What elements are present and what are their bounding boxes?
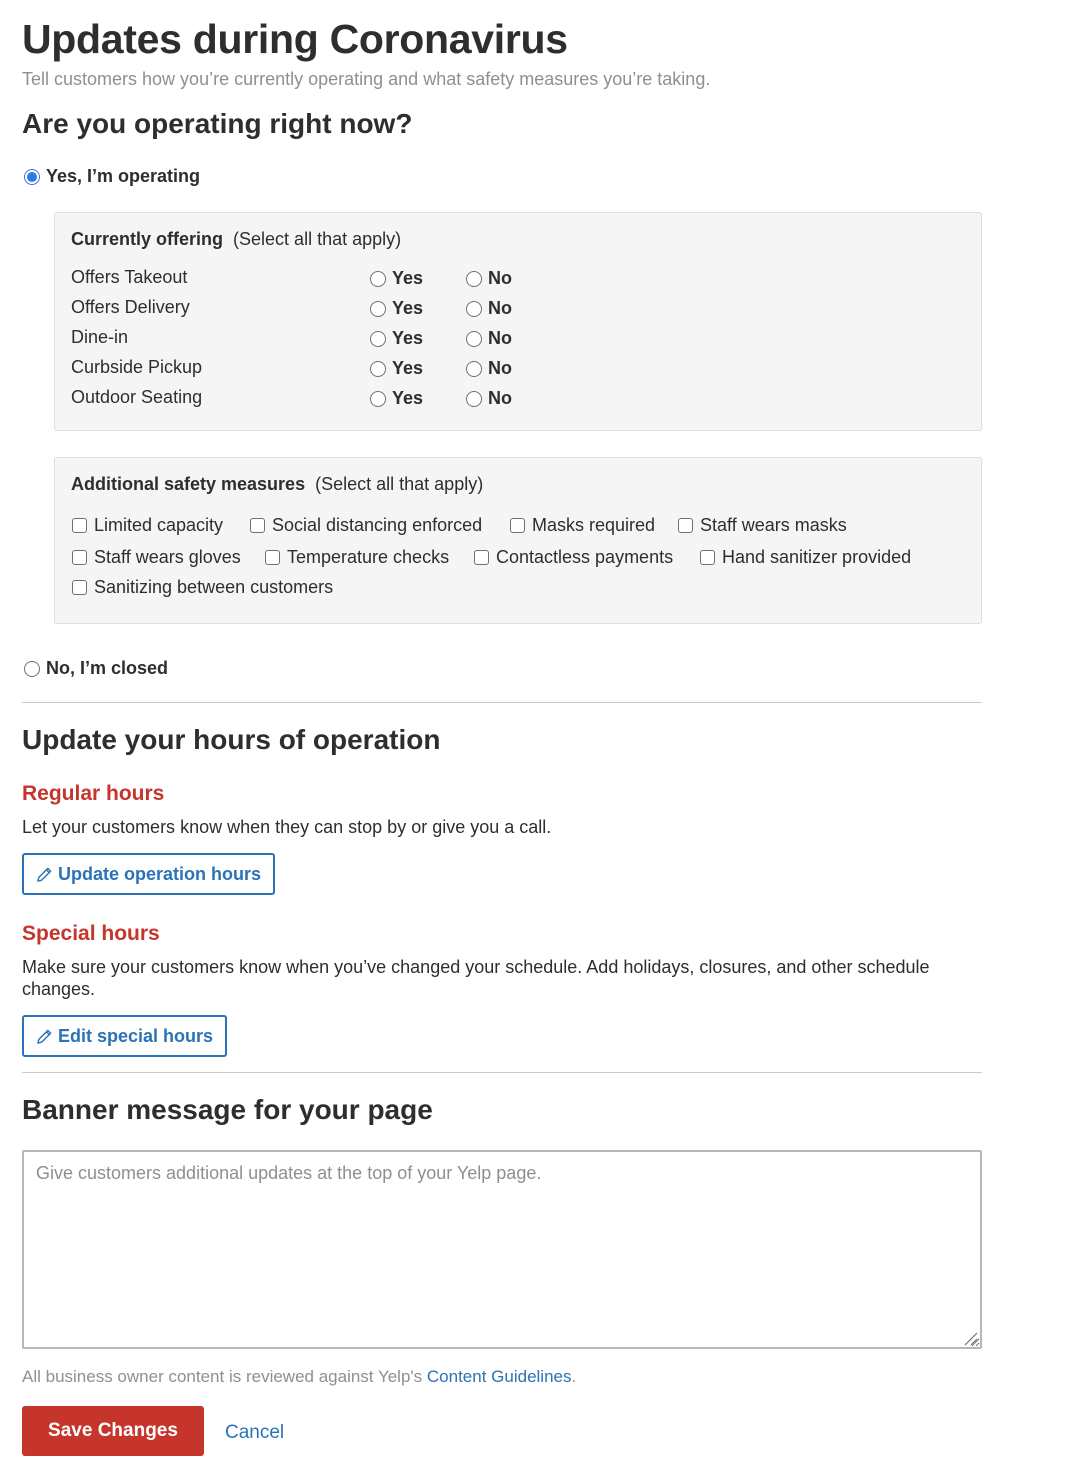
section-divider: [22, 1072, 982, 1073]
safety-hand-sanitizer-label: Hand sanitizer provided: [722, 547, 912, 567]
safety-temperature-checks[interactable]: [265, 547, 449, 568]
offer-takeout-yes-radio[interactable]: [370, 271, 386, 287]
offer-curbside-no-label: No: [488, 358, 512, 378]
offer-takeout-label: Offers Takeout: [71, 267, 188, 287]
content-guidelines-period: .: [571, 1367, 577, 1386]
safety-temperature-checks-label: Temperature checks: [287, 547, 450, 567]
operating-no-option[interactable]: [24, 658, 168, 679]
safety-temperature-checks-checkbox[interactable]: [265, 550, 280, 565]
content-guidelines-text: All business owner content is reviewed against Yelp's: [22, 1367, 423, 1386]
offer-dine-in-label: Dine-in: [71, 327, 129, 347]
safety-staff-masks-label: Staff wears masks: [700, 515, 847, 535]
safety-measures-panel: [54, 457, 982, 624]
operating-yes-label: Yes, I’m operating: [46, 166, 201, 186]
safety-social-distancing-checkbox[interactable]: [250, 518, 265, 533]
offer-outdoor-yes[interactable]: [370, 388, 423, 409]
safety-limited-capacity[interactable]: [72, 515, 223, 536]
offer-dine-in-no-label: No: [488, 328, 512, 348]
special-hours-description-line2: changes.: [22, 979, 96, 999]
pencil-icon: [36, 1028, 53, 1045]
offer-outdoor-no-label: No: [488, 388, 512, 408]
safety-sanitizing-checkbox[interactable]: [72, 580, 87, 595]
safety-staff-gloves-checkbox[interactable]: [72, 550, 87, 565]
safety-limited-capacity-checkbox[interactable]: [72, 518, 87, 533]
offer-takeout-yes-label: Yes: [392, 268, 424, 288]
offer-takeout-no-label: No: [488, 268, 512, 288]
offer-curbside-label: Curbside Pickup: [71, 357, 203, 377]
offer-delivery-no[interactable]: [466, 298, 512, 319]
section-divider: [22, 702, 982, 703]
operating-yes-option[interactable]: [24, 166, 200, 187]
safety-sanitizing[interactable]: [72, 577, 333, 598]
pencil-icon: [36, 866, 53, 883]
safety-staff-masks[interactable]: [678, 515, 847, 536]
safety-masks-required-checkbox[interactable]: [510, 518, 525, 533]
regular-hours-title: Regular hours: [22, 782, 165, 805]
safety-staff-gloves[interactable]: [72, 547, 241, 568]
offer-delivery-yes-label: Yes: [392, 298, 424, 318]
offer-outdoor-no-radio[interactable]: [466, 391, 482, 407]
hours-heading: Update your hours of operation: [22, 724, 441, 755]
offer-outdoor-label: Outdoor Seating: [71, 387, 203, 407]
offer-outdoor-no[interactable]: [466, 388, 512, 409]
offer-delivery-yes[interactable]: [370, 298, 423, 319]
currently-offering-panel: [54, 212, 982, 431]
safety-social-distancing[interactable]: [250, 515, 482, 536]
safety-masks-required[interactable]: [510, 515, 655, 536]
currently-offering-hint: (Select all that apply): [233, 229, 402, 249]
safety-measures-header: [71, 474, 483, 495]
edit-special-hours-button[interactable]: [22, 1015, 227, 1057]
regular-hours-description: Let your customers know when they can stop by or give you a call.: [22, 817, 552, 837]
update-operation-hours-button[interactable]: [22, 853, 275, 895]
content-guidelines-link[interactable]: Content Guidelines: [426, 1367, 572, 1386]
offer-delivery-yes-radio[interactable]: [370, 301, 386, 317]
safety-social-distancing-label: Social distancing enforced: [272, 515, 483, 535]
offer-outdoor-yes-radio[interactable]: [370, 391, 386, 407]
safety-masks-required-label: Masks required: [532, 515, 656, 535]
offer-dine-in-no-radio[interactable]: [466, 331, 482, 347]
edit-special-hours-label: Edit special hours: [58, 1025, 214, 1046]
offer-curbside-yes[interactable]: [370, 358, 423, 379]
offer-dine-in-no[interactable]: [466, 328, 512, 349]
operating-no-label: No, I’m closed: [46, 658, 169, 678]
offer-dine-in-yes-label: Yes: [392, 328, 424, 348]
offer-delivery-label: Offers Delivery: [71, 297, 190, 317]
safety-contactless-payments-checkbox[interactable]: [474, 550, 489, 565]
safety-staff-gloves-label: Staff wears gloves: [94, 547, 241, 567]
update-operation-hours-label: Update operation hours: [58, 863, 262, 884]
offer-delivery-no-label: No: [488, 298, 512, 318]
operating-yes-radio[interactable]: [24, 169, 40, 185]
safety-hand-sanitizer[interactable]: [700, 547, 911, 568]
offer-dine-in-yes-radio[interactable]: [370, 331, 386, 347]
content-guidelines-note: [22, 1367, 576, 1387]
operating-no-radio[interactable]: [24, 661, 40, 677]
offer-curbside-no-radio[interactable]: [466, 361, 482, 377]
offer-delivery-no-radio[interactable]: [466, 301, 482, 317]
operating-heading: Are you operating right now?: [22, 108, 413, 139]
page-subtitle: Tell customers how you’re currently operating and what safety measures you’re taking.: [22, 69, 711, 89]
currently-offering-title: Currently offering: [71, 229, 224, 249]
safety-measures-title: Additional safety measures: [71, 474, 306, 494]
safety-contactless-payments[interactable]: [474, 547, 673, 568]
offer-outdoor-yes-label: Yes: [392, 388, 424, 408]
banner-message-textarea[interactable]: [22, 1150, 982, 1349]
special-hours-title: Special hours: [22, 922, 160, 945]
safety-measures-hint: (Select all that apply): [315, 474, 484, 494]
page-title: Updates during Coronavirus: [22, 16, 568, 62]
offer-takeout-yes[interactable]: [370, 268, 423, 289]
currently-offering-header: [71, 229, 401, 250]
offer-curbside-yes-label: Yes: [392, 358, 424, 378]
cancel-link[interactable]: Cancel: [225, 1422, 285, 1443]
offer-takeout-no[interactable]: [466, 268, 512, 289]
offer-curbside-yes-radio[interactable]: [370, 361, 386, 377]
save-changes-button[interactable]: Save Changes: [22, 1406, 204, 1456]
special-hours-description-line1: Make sure your customers know when you’ve changed your schedule. Add holidays, closures, and other schedule: [22, 957, 930, 977]
offer-takeout-no-radio[interactable]: [466, 271, 482, 287]
offer-curbside-no[interactable]: [466, 358, 512, 379]
safety-hand-sanitizer-checkbox[interactable]: [700, 550, 715, 565]
safety-limited-capacity-label: Limited capacity: [94, 515, 224, 535]
offer-dine-in-yes[interactable]: [370, 328, 423, 349]
safety-contactless-payments-label: Contactless payments: [496, 547, 674, 567]
safety-staff-masks-checkbox[interactable]: [678, 518, 693, 533]
safety-sanitizing-label: Sanitizing between customers: [94, 577, 334, 597]
banner-heading: Banner message for your page: [22, 1094, 433, 1125]
